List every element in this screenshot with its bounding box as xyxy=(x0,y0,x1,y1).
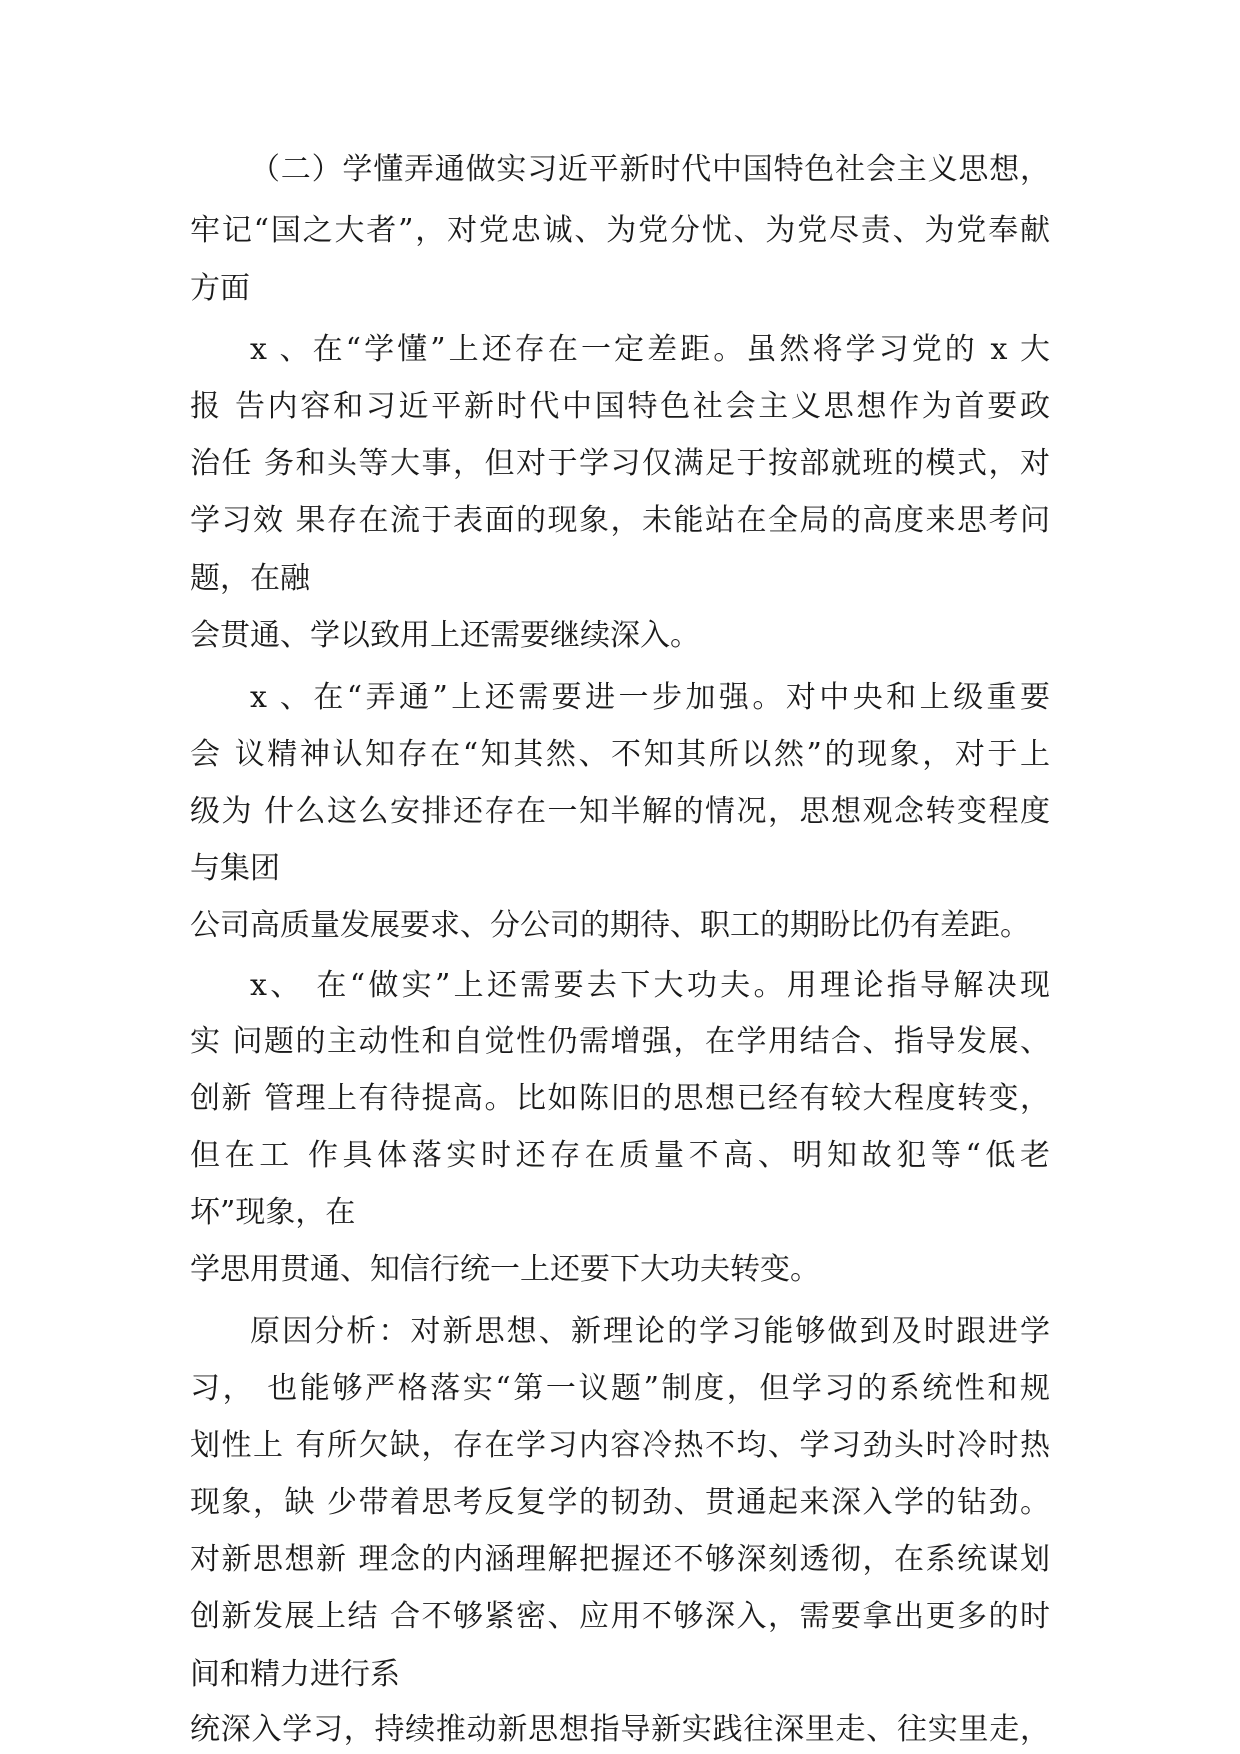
paragraph-line: 原因分析：对新思想、新理论的学习能够做到及时跟进学 xyxy=(250,1314,1050,1349)
paragraph-line: 习， 也能够严格落实“第一议题”制度，但学习的系统性和规 xyxy=(190,1371,1050,1406)
paragraph-line: x 、在“弄通”上还需要进一步加强。对中央和上级重要 xyxy=(250,680,1050,715)
paragraph-line: 划性上 有所欠缺，存在学习内容冷热不均、学习劲头时冷时热 xyxy=(190,1428,1050,1463)
paragraph-line: 创新发展上结 合不够紧密、应用不够深入，需要拿出更多的时 xyxy=(190,1599,1050,1634)
paragraph-line: 题，在融 xyxy=(190,561,310,596)
heading-line-1: （二）学懂弄通做实习近平新时代中国特色社会主义思想， xyxy=(250,152,1050,187)
paragraph-line: 坏”现象，在 xyxy=(190,1195,356,1230)
paragraph-line: 会贯通、学以致用上还需要继续深入。 xyxy=(190,618,700,653)
paragraph-line: 学习效 果存在流于表面的现象，未能站在全局的高度来思考问 xyxy=(190,503,1050,538)
paragraph-line: 级为 什么这么安排还存在一知半解的情况，思想观念转变程度 xyxy=(190,794,1050,829)
paragraph-line: x、 在“做实”上还需要去下大功夫。用理论指导解决现 xyxy=(250,968,1050,1003)
paragraph-line: 与集团 xyxy=(190,851,280,886)
paragraph-line: 公司高质量发展要求、分公司的期待、职工的期盼比仍有差距。 xyxy=(190,908,1030,943)
paragraph-line: 实 问题的主动性和自觉性仍需增强，在学用结合、指导发展、 xyxy=(190,1024,1050,1059)
paragraph-line: 但在工 作具体落实时还存在质量不高、明知故犯等“低老 xyxy=(190,1138,1050,1173)
paragraph-line: x 、在“学懂”上还存在一定差距。虽然将学习党的 x 大 xyxy=(250,332,1050,367)
paragraph-line: 统深入学习，持续推动新思想指导新实践往深里走、往实里走， xyxy=(190,1712,1050,1747)
paragraph-line: 治任 务和头等大事，但对于学习仅满足于按部就班的模式，对 xyxy=(190,446,1050,481)
paragraph-line: 创新 管理上有待提高。比如陈旧的思想已经有较大程度转变， xyxy=(190,1081,1050,1116)
heading-line-3: 方面 xyxy=(190,271,250,306)
heading-line-2: 牢记“国之大者”，对党忠诚、为党分忧、为党尽责、为党奉献 xyxy=(190,213,1050,248)
paragraph-line: 报 告内容和习近平新时代中国特色社会主义思想作为首要政 xyxy=(190,389,1050,424)
paragraph-line: 会 议精神认知存在“知其然、不知其所以然”的现象，对于上 xyxy=(190,737,1050,772)
paragraph-line: 对新思想新 理念的内涵理解把握还不够深刻透彻，在系统谋划 xyxy=(190,1542,1050,1577)
paragraph-line: 学思用贯通、知信行统一上还要下大功夫转变。 xyxy=(190,1252,820,1287)
paragraph-line: 间和精力进行系 xyxy=(190,1657,400,1692)
paragraph-line: 现象，缺 少带着思考反复学的韧劲、贯通起来深入学的钻劲。 xyxy=(190,1485,1050,1520)
